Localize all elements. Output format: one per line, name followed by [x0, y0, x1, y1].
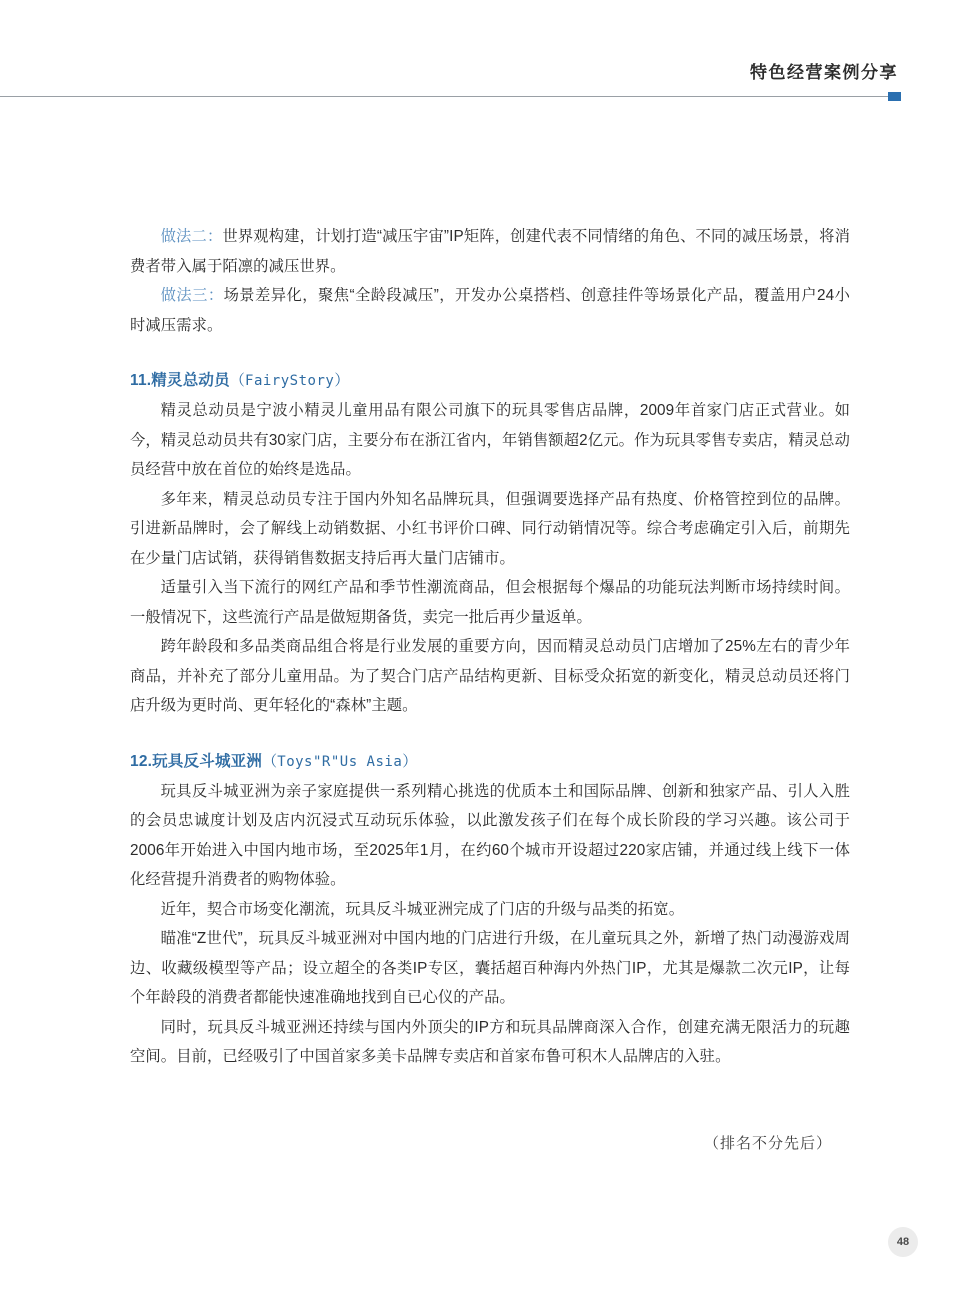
practice-three-label: 做法三：: [160, 287, 224, 304]
header-divider-rule: [0, 96, 896, 97]
practice-two-text: 世界观构建，计划打造“减压宇宙”IP矩阵，创建代表不同情绪的角色、不同的减压场景，将消费者带入属于陌凛的减压世界。: [130, 228, 850, 275]
section-paren-open: （: [229, 372, 246, 389]
section-english-name: FairyStory: [245, 373, 335, 389]
section-heading-toysrus-asia: [130, 750, 850, 774]
paragraph: 玩具反斗城亚洲为亲子家庭提供一系列精心挑选的优质本土和国际品牌、创新和独家产品、引人入胜的会员忠诚度计划及店内沉浸式互动玩乐体验，以此激发孩子们在每个成长阶段的学习兴趣。该公司于2006年开始进入中国内地市场，至2025年1月，在约60个城市开设超过220家店铺，并通过线上线下一体化经营提升消费者的购物体验。: [130, 782, 850, 888]
document-content: [130, 222, 850, 1153]
paragraph-practice-three: [130, 281, 850, 340]
page-number-badge: 48: [888, 1227, 918, 1257]
closing-note: （排名不分先后）: [703, 1133, 832, 1152]
section-name: 玩具反斗城亚洲: [152, 752, 263, 770]
paragraph-practice-two: [130, 222, 850, 281]
section-number: 12.: [130, 752, 153, 770]
section-paren-open: （: [262, 752, 278, 770]
spacer: [130, 340, 850, 369]
practice-three-text: 场景差异化，聚焦“全龄段减压”，开发办公桌搭档、创意挂件等场景化产品，覆盖用户24小时减压需求。: [130, 287, 850, 334]
section-paren-close: ）: [334, 372, 350, 389]
section-number: 11.: [130, 372, 152, 389]
spacer: [130, 721, 850, 750]
section-english-name: Toys"R"Us Asia: [277, 753, 403, 770]
paragraph: 瞄准“Z世代”，玩具反斗城亚洲对中国内地的门店进行升级，在儿童玩具之外，新增了热门动漫游戏周边、收藏级模型等产品；设立超全的各类IP专区，囊括超百种海内外热门IP，尤其是爆款二次元IP，让每个年龄段的消费者都能快速准确地找到自已心仪的产品。: [130, 930, 850, 1006]
section-heading-fairystory: [130, 369, 850, 393]
header-title: 特色经营案例分享: [750, 63, 898, 82]
page-header: [0, 0, 960, 110]
section-name: 精灵总动员: [151, 372, 230, 389]
header-accent-marker-icon: [888, 92, 901, 101]
practice-two-label: 做法二：: [160, 228, 223, 245]
paragraph: 精灵总动员是宁波小精灵儿童用品有限公司旗下的玩具零售店品牌，2009年首家门店正式营业。如今，精灵总动员共有30家门店，主要分布在浙江省内，年销售额超2亿元。作为玩具零售专卖店，精灵总动员经营中放在首位的始终是选品。: [130, 402, 850, 478]
spacer: [130, 1072, 850, 1132]
paragraph: 适量引入当下流行的网红产品和季节性潮流商品，但会根据每个爆品的功能玩法判断市场持续时间。一般情况下，这些流行产品是做短期备货，卖完一批后再少量返单。: [130, 579, 850, 626]
paragraph: 跨年龄段和多品类商品组合将是行业发展的重要方向，因而精灵总动员门店增加了25%左右的青少年商品，并补充了部分儿童用品。为了契合门店产品结构更新、目标受众拓宽的新变化，精灵总动员还将门店升级为更时尚、更年轻化的“森林”主题。: [130, 638, 850, 714]
paragraph: 多年来，精灵总动员专注于国内外知名品牌玩具，但强调要选择产品有热度、价格管控到位的品牌。引进新品牌时，会了解线上动销数据、小红书评价口碑、同行动销情况等。综合考虑确定引入后，前期先在少量门店试销，获得销售数据支持后再大量门店铺市。: [130, 490, 850, 567]
section-paren-close: ）: [402, 752, 418, 770]
paragraph: 近年，契合市场变化潮流，玩具反斗城亚洲完成了门店的升级与品类的拓宽。: [160, 900, 685, 918]
paragraph: 同时，玩具反斗城亚洲还持续与国内外顶尖的IP方和玩具品牌商深入合作，创建充满无限活力的玩趣空间。目前，已经吸引了中国首家多美卡品牌专卖店和首家布鲁可积木人品牌店的入驻。: [130, 1018, 850, 1065]
